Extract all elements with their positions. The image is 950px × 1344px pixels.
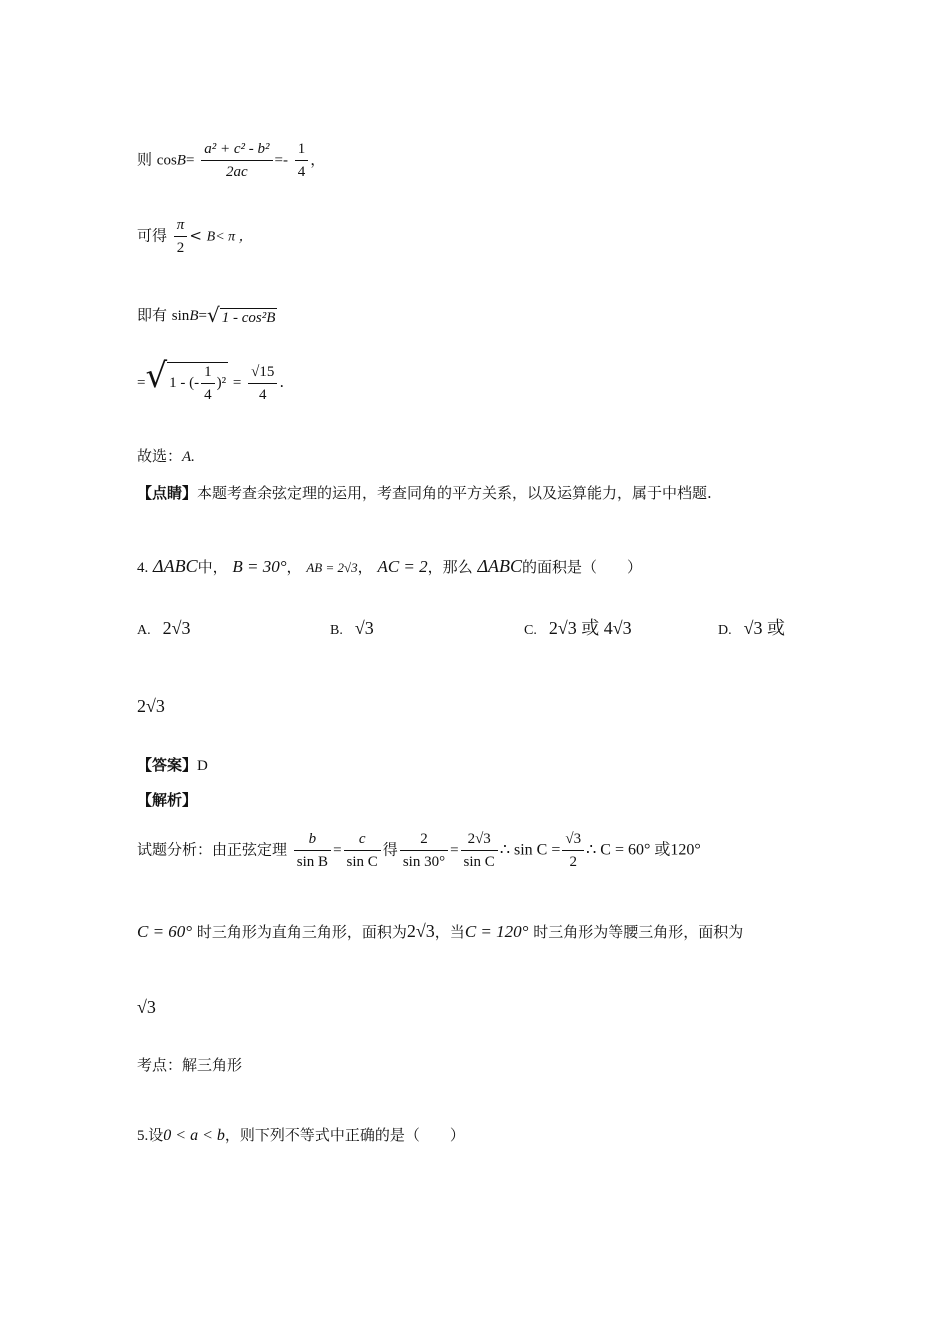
line1-end: ， bbox=[310, 150, 326, 169]
line2-prefix: 可得 bbox=[137, 226, 168, 245]
q4-side-ab: AB = 2√3 bbox=[306, 560, 358, 575]
sol-frac-4 bbox=[461, 830, 498, 871]
sol2-t3: 时三角形为等腰三角形，面积为 bbox=[533, 923, 744, 941]
q5-number: 5. bbox=[137, 1128, 149, 1144]
q5-t2: ，则下列不等式中正确的是（ ） bbox=[224, 1126, 465, 1144]
sol2-t1: 时三角形为直角三角形，面积为 bbox=[196, 923, 407, 941]
sol-mid: ∴ sin C = bbox=[499, 841, 561, 859]
sinb-value-line bbox=[137, 356, 285, 406]
sin-text: sin bbox=[171, 308, 190, 324]
option-d-label: D. bbox=[718, 623, 732, 638]
analysis-line bbox=[137, 790, 197, 810]
line1-prefix: 则 bbox=[137, 150, 153, 169]
choice-answer: A. bbox=[182, 449, 195, 465]
radicand-a: 1 - (- bbox=[169, 375, 200, 391]
question-4 bbox=[137, 556, 642, 586]
option-b-value: √3 bbox=[354, 618, 374, 638]
q4-t1: 中， bbox=[197, 558, 228, 576]
q4-side-ac: AC = 2 bbox=[377, 557, 428, 576]
result-den: 4 bbox=[259, 386, 267, 403]
solution-line-1 bbox=[137, 830, 701, 874]
radicand: 1 - cos²B bbox=[221, 310, 276, 326]
option-b-label: B. bbox=[330, 623, 343, 638]
option-c-value: 2√3 或 4√3 bbox=[548, 618, 632, 638]
choice-text: 故选： bbox=[137, 447, 183, 465]
inner-num: 1 bbox=[201, 363, 215, 384]
radical-icon: √ bbox=[145, 356, 168, 396]
pi-half-fraction bbox=[174, 216, 188, 257]
sol-frac-5 bbox=[562, 830, 584, 871]
solution-line-3 bbox=[137, 997, 156, 1018]
sol-de: 得 bbox=[382, 840, 398, 859]
question-5 bbox=[137, 1125, 465, 1146]
b-var-2: B bbox=[189, 308, 199, 324]
sol-frac-3-num: 2 bbox=[400, 830, 448, 851]
cosb-formula-line bbox=[137, 140, 325, 184]
kaodian-line bbox=[137, 1055, 242, 1075]
q4-t4: ，那么 bbox=[427, 558, 473, 576]
sol-frac-5-den: 2 bbox=[569, 854, 577, 870]
quarter-fraction bbox=[295, 140, 309, 181]
q4-triangle: ΔABC bbox=[153, 556, 198, 576]
sol1-prefix: 试题分析：由正弦定理 bbox=[137, 840, 288, 859]
answer-tag: 【答案】 bbox=[137, 756, 198, 774]
kaodian-tag: 考点： bbox=[137, 1056, 183, 1074]
radical-icon: √ bbox=[206, 303, 220, 327]
analysis-tag: 【解析】 bbox=[137, 791, 198, 809]
q4-t5: 的面积是（ ） bbox=[522, 558, 643, 576]
sol-frac-2-den: sin C bbox=[346, 854, 378, 870]
q4-triangle-2: ΔABC bbox=[477, 556, 522, 576]
sol-eq-2: = bbox=[450, 842, 459, 859]
answer-line bbox=[137, 755, 208, 776]
line3-prefix: 即有 bbox=[137, 306, 168, 324]
option-c[interactable] bbox=[524, 618, 632, 641]
quarter-den: 4 bbox=[297, 164, 306, 180]
comment-line bbox=[137, 483, 712, 503]
solution-line-2 bbox=[137, 921, 743, 947]
sol2-c60: C = 60° bbox=[137, 922, 193, 941]
sol-frac-3-den: sin 30° bbox=[402, 854, 446, 870]
sol-frac-1-num: b bbox=[294, 830, 331, 851]
sol-frac-2 bbox=[344, 830, 381, 871]
b-range-line bbox=[137, 216, 253, 260]
q4-t2: ， bbox=[286, 558, 302, 576]
radicand-2 bbox=[167, 362, 228, 404]
sinb-line bbox=[137, 305, 277, 329]
option-b[interactable] bbox=[330, 618, 374, 641]
sol2-t2: ，当 bbox=[434, 923, 465, 941]
sol-frac-1-den: sin B bbox=[296, 854, 329, 870]
cos-fraction bbox=[201, 140, 272, 181]
option-d-continued bbox=[137, 696, 165, 717]
sol3-value: √3 bbox=[137, 997, 156, 1017]
q5-inequality: 0 < a < b bbox=[163, 1127, 225, 1144]
q4-number: 4. bbox=[137, 560, 149, 576]
option-d-cont-value: 2√3 bbox=[137, 696, 165, 716]
sol-frac-5-num: √3 bbox=[562, 830, 584, 851]
comment-tag: 【点睛】 bbox=[137, 484, 198, 502]
quarter-num: 1 bbox=[295, 140, 309, 161]
eq-sign-3: = bbox=[137, 375, 146, 391]
sqrt-expression bbox=[207, 305, 277, 327]
option-d[interactable] bbox=[718, 618, 785, 641]
b-var: B bbox=[176, 152, 186, 169]
q4-t3: ， bbox=[357, 558, 373, 576]
comment-text: 本题考查余弦定理的运用，考查同角的平方关系，以及运算能力，属于中档题. bbox=[197, 484, 712, 502]
option-a-value: 2√3 bbox=[162, 618, 191, 638]
option-a[interactable] bbox=[137, 618, 191, 641]
cos-fraction-num: a² + c² - b² bbox=[201, 140, 272, 161]
inner-den: 4 bbox=[204, 387, 212, 404]
answer-value: D bbox=[197, 758, 208, 774]
eq-neg: =- bbox=[274, 152, 288, 169]
choice-line bbox=[137, 446, 195, 467]
q5-t1: 设 bbox=[148, 1126, 164, 1144]
pi-den: 2 bbox=[176, 240, 185, 256]
option-d-value: √3 或 bbox=[743, 618, 786, 638]
kaodian-text: 解三角形 bbox=[182, 1056, 243, 1074]
option-c-label: C. bbox=[524, 623, 537, 638]
pi-num: π bbox=[174, 216, 188, 237]
sol2-c120: C = 120° bbox=[464, 922, 529, 941]
eq-sign-4: = bbox=[232, 375, 242, 391]
sol2-area-1: 2√3 bbox=[406, 921, 435, 941]
sol-end: ∴ C = 60° 或120° bbox=[586, 841, 701, 859]
lt-sign: < bbox=[189, 226, 202, 245]
inner-quarter-fraction bbox=[201, 363, 215, 404]
eq-sign: = bbox=[185, 152, 195, 169]
cos-text: cos bbox=[156, 152, 177, 169]
result-num: √15 bbox=[248, 363, 277, 384]
eq-sign-2: = bbox=[198, 308, 207, 324]
sol-frac-4-num: 2√3 bbox=[461, 830, 498, 851]
q4-angle-b: B = 30° bbox=[232, 557, 287, 576]
radicand-b: )² bbox=[216, 375, 227, 391]
sol-eq-1: = bbox=[333, 842, 342, 859]
sol-frac-2-num: c bbox=[344, 830, 381, 851]
line4-end: . bbox=[279, 373, 285, 391]
cos-fraction-den: 2ac bbox=[226, 164, 248, 180]
option-a-label: A. bbox=[137, 623, 151, 638]
line2-rest: B< π ， bbox=[206, 229, 253, 245]
sol-frac-4-den: sin C bbox=[463, 854, 495, 870]
result-fraction bbox=[248, 363, 277, 404]
sol-frac-3 bbox=[400, 830, 448, 871]
sol-frac-1 bbox=[294, 830, 331, 871]
